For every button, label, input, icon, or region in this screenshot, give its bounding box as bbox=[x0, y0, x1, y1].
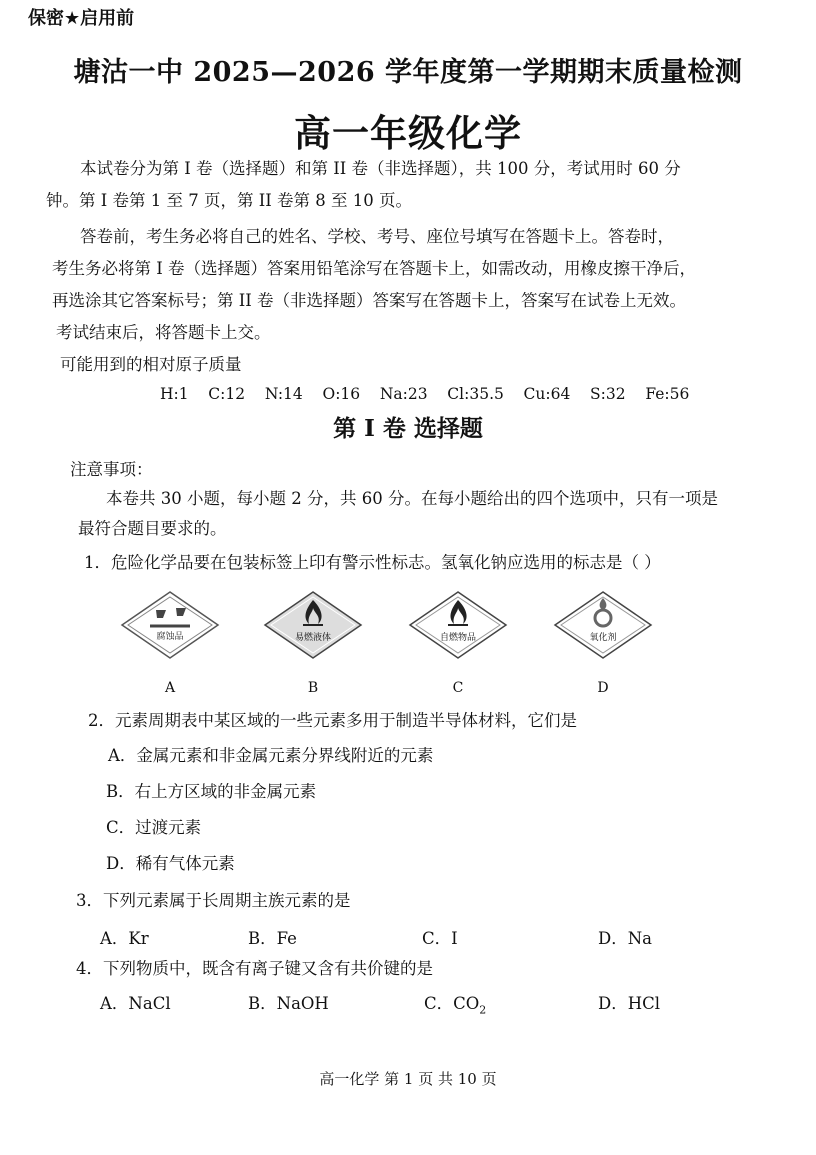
q4-stem: 4．下列物质中，既含有离子键又含有共价键的是 bbox=[76, 959, 433, 978]
sign-d-letter: D bbox=[597, 680, 609, 696]
q3-stem: 3．下列元素属于长周期主族元素的是 bbox=[76, 891, 351, 910]
spontaneous-combustion-sign-icon bbox=[408, 590, 508, 660]
q3-option-a: A．Kr bbox=[100, 929, 149, 948]
flammable-liquid-sign-icon bbox=[263, 590, 363, 660]
instruction-line-3: 答卷前，考生务必将自己的姓名、学校、考号、座位号填写在答题卡上。答卷时， bbox=[80, 227, 674, 246]
notes-label: 注意事项： bbox=[70, 460, 153, 479]
sign-a-letter: A bbox=[164, 680, 176, 696]
sign-b-letter: B bbox=[307, 680, 319, 696]
sign-d-text: 氧化剂 bbox=[589, 633, 617, 643]
sign-b-text: 易燃液体 bbox=[294, 633, 332, 643]
q2-option-b: B．右上方区域的非金属元素 bbox=[106, 782, 317, 801]
sign-c-text: 自燃物品 bbox=[439, 633, 477, 643]
q2-option-a: A．金属元素和非金属元素分界线附近的元素 bbox=[108, 746, 434, 765]
corrosive-sign-icon bbox=[120, 590, 220, 660]
q2-option-c: C．过渡元素 bbox=[106, 818, 202, 837]
notes-line-2: 最符合题目要求的。 bbox=[78, 519, 227, 538]
q3-option-d: D．Na bbox=[598, 929, 653, 948]
instruction-line-5: 再选涂其它答案标号；第 II 卷（非选择题）答案写在答题卡上，答案写在试卷上无效。 bbox=[52, 291, 687, 310]
instruction-line-2: 钟。第 I 卷第 1 至 7 页，第 II 卷第 8 至 10 页。 bbox=[46, 191, 412, 210]
instruction-line-4: 考生务必将第 I 卷（选择题）答案用铅笔涂写在答题卡上，如需改动，用橡皮擦干净后， bbox=[52, 259, 697, 278]
subject-title: 高一年级化学 bbox=[294, 111, 522, 155]
section-heading: 第 I 卷 选择题 bbox=[333, 415, 483, 442]
q2-stem: 2．元素周期表中某区域的一些元素多用于制造半导体材料，它们是 bbox=[88, 711, 577, 730]
page-footer: 高一化学 第 1 页 共 10 页 bbox=[319, 1070, 497, 1088]
atomic-mass-values: H:1 C:12 N:14 O:16 Na:23 Cl:35.5 Cu:64 S:32 Fe:56 bbox=[160, 385, 690, 403]
q2-option-d: D．稀有气体元素 bbox=[106, 854, 235, 873]
q3-option-b: B．Fe bbox=[248, 929, 297, 948]
q4-option-c bbox=[424, 993, 486, 1021]
sign-a-text: 腐蚀品 bbox=[156, 632, 184, 642]
oxidizer-sign-icon bbox=[553, 590, 653, 660]
sign-c-letter: C bbox=[452, 680, 464, 696]
q4-option-a: A．NaCl bbox=[100, 994, 171, 1013]
q4-option-d: D．HCl bbox=[598, 994, 661, 1013]
q4-option-b: B．NaOH bbox=[248, 994, 329, 1013]
q4-option-c-formula: C．CO bbox=[424, 994, 480, 1013]
exam-title: 塘沽一中 2025—2026 学年度第一学期期末质量检测 bbox=[73, 57, 743, 88]
q1-stem: 1．危险化学品要在包装标签上印有警示性标志。氢氧化钠应选用的标志是（ ） bbox=[84, 553, 661, 572]
confidential-mark: 保密★启用前 bbox=[28, 8, 135, 29]
notes-line-1: 本卷共 30 小题，每小题 2 分，共 60 分。在每小题给出的四个选项中，只有一项是 bbox=[106, 489, 718, 508]
atomic-mass-label: 可能用到的相对原子质量 bbox=[60, 355, 242, 374]
instruction-line-6: 考试结束后，将答题卡上交。 bbox=[56, 323, 271, 342]
co2-subscript: 2 bbox=[479, 1003, 487, 1017]
q3-option-c: C．I bbox=[422, 929, 458, 948]
instruction-line-1: 本试卷分为第 I 卷（选择题）和第 II 卷（非选择题），共 100 分，考试用时 60 分 bbox=[80, 159, 681, 178]
